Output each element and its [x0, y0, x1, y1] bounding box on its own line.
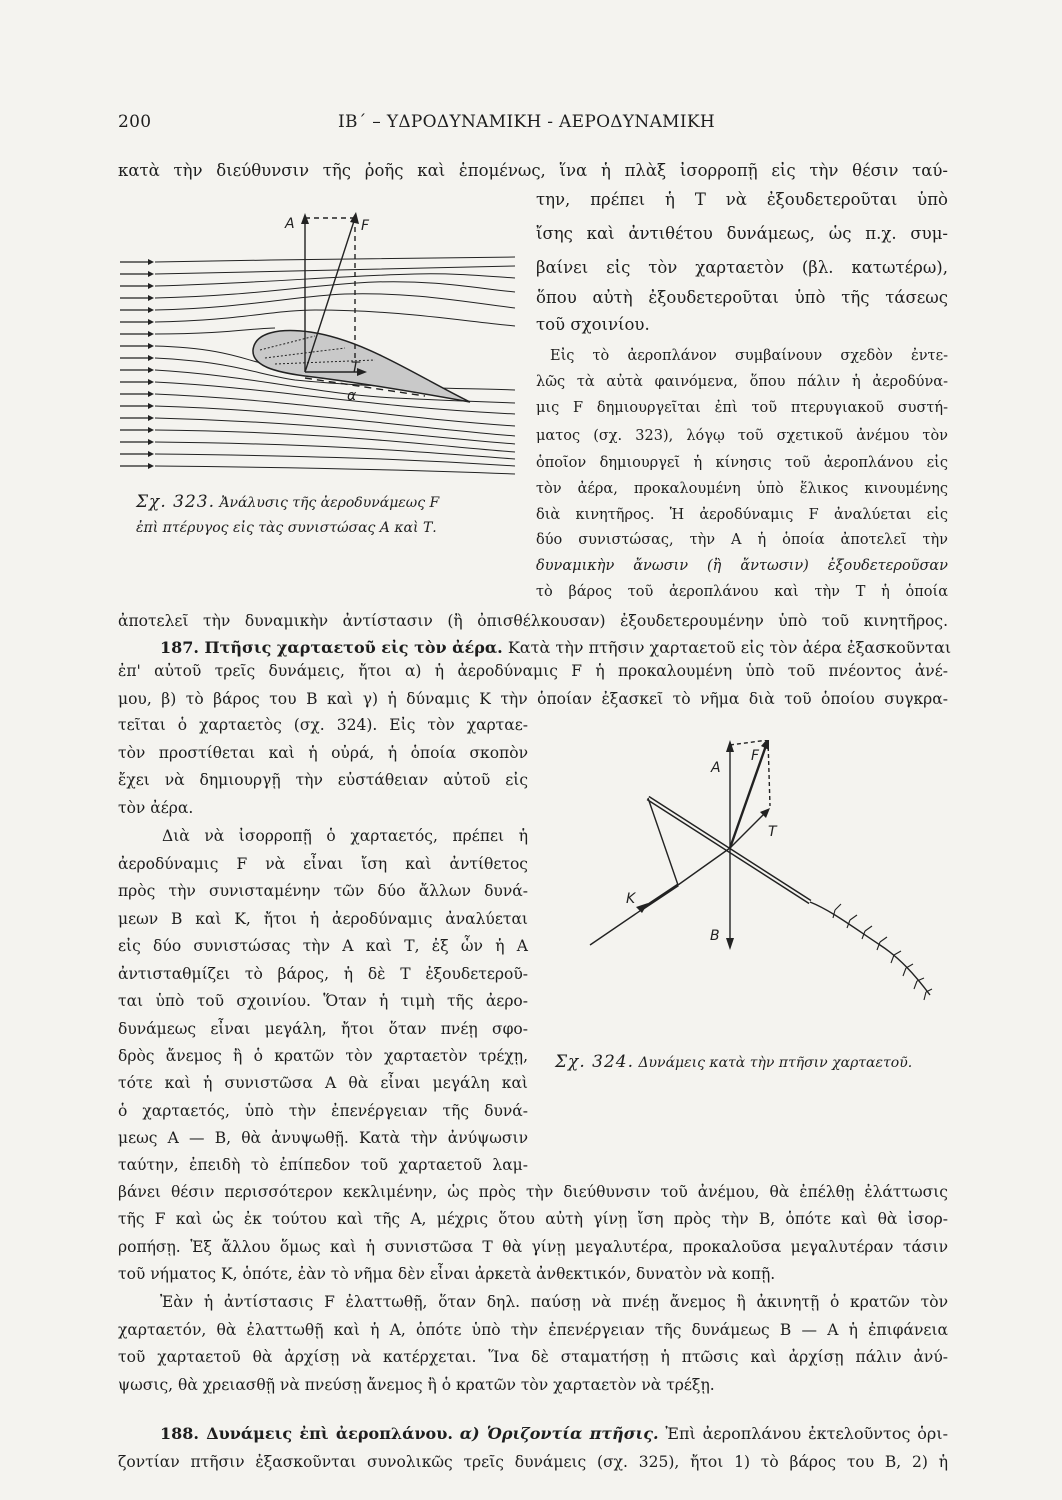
section-187-title: 187. Πτῆσις χαρταετοῦ εἰς τὸν ἀέρα.: [160, 638, 503, 657]
page-number: 200: [118, 112, 152, 132]
text-line: δυναμικὴν ἄνωσιν (ἢ ἄντωσιν) ἐξουδετεροῦσαν: [536, 558, 948, 574]
figure-323-caption: [136, 490, 516, 541]
caption-text: ἐπὶ πτέρυγος εἰς τὰς συνιστώσας Α καὶ Τ.: [136, 520, 437, 536]
text-line: βάνει θέσιν περισσότερον κεκλιμένην, ὡς πρὸς τὴν διεύθυνσιν τοῦ ἀνέμου, θὰ ἐπέλθῃ ἐλάττωσις: [118, 1183, 948, 1201]
text-line: ἀεροδύναμις F νὰ εἶναι ἴση καὶ ἀντίθετος: [118, 855, 528, 873]
section-188-title: 188. Δυνάμεις ἐπὶ ἀεροπλάνου.: [160, 1424, 453, 1443]
figure-324-caption: [555, 1050, 955, 1076]
text-line: πρὸς τὴν συνισταμένην τῶν δύο ἄλλων δυνά-: [118, 882, 528, 900]
text-line: ὁποῖον δημιουργεῖ ἡ κίνησις τοῦ ἀεροπλάνου εἰς: [536, 455, 948, 471]
section-188-subtitle: α) Ὁριζοντία πτῆσις.: [459, 1424, 659, 1443]
text-line: βαίνει εἰς τὸν χαρταετὸν (βλ. κατωτέρω),: [536, 258, 948, 277]
text-line: χαρταετόν, θὰ ἐλαττωθῇ καὶ ἡ Α, ὁπότε ὑπὸ τὴν ἐπενέργειαν τῆς δυνάμεως Β — Α ἡ ἐπιφάνεια: [118, 1321, 948, 1339]
chapter-title: ΙΒ΄ – ΥΔΡΟΔΥΝΑΜΙΚΗ - ΑΕΡΟΔΥΝΑΜΙΚΗ: [338, 112, 716, 132]
text-line: δυνάμεως εἶναι μεγάλη, ἤτοι ὅταν πνέῃ σφο-: [118, 1020, 528, 1038]
label-T: T: [351, 360, 360, 376]
text-line: τὸν ἀέρα, προκαλουμένη ὑπὸ ἕλικος κινουμένης: [536, 481, 948, 497]
airfoil-shape: [253, 331, 470, 402]
text-line: μεων Β καὶ Κ, ἤτοι ἡ ἀεροδύναμις ἀναλύεται: [118, 910, 528, 928]
text-line: Ἐὰν ἡ ἀντίστασις F ἐλαττωθῇ, ὅταν δηλ. παύσῃ νὰ πνέῃ ἄνεμος ἢ ἀκινητῇ ὁ κρατῶν τὸν: [160, 1293, 948, 1311]
text-line: ἔχει νὰ δημιουργῇ τὴν εὐστάθειαν αὐτοῦ εἰς: [118, 771, 528, 789]
text-line: τῆς F καὶ ὡς ἐκ τούτου καὶ τῆς Α, μέχρις ὅτου αὐτὴ γίνῃ ἴση πρὸς τὴν Β, ὁπότε καὶ θὰ ἰσορ-: [118, 1210, 948, 1228]
text-line: την, πρέπει ἡ Τ νὰ ἐξουδετεροῦται ὑπὸ: [536, 190, 948, 209]
label-A: A: [285, 216, 295, 232]
caption-number: Σχ. 323.: [136, 492, 215, 512]
text-line: τὸν ἀέρα.: [118, 799, 194, 817]
text: Κατὰ τὴν πτῆσιν χαρταετοῦ εἰς τὸν ἀέρα ἐξασκοῦνται: [507, 638, 952, 657]
text-line: ροπήσῃ. Ἐξ ἄλλου ὅμως καὶ ἡ συνιστῶσα Τ θὰ γίνῃ μεγαλυτέρα, προκαλοῦσα μεγαλυτέραν τάσιν: [118, 1238, 948, 1256]
text-line: Εἰς τὸ ἀεροπλάνον συμβαίνουν σχεδὸν ἐντε-: [550, 348, 948, 364]
text-line: τοῦ σχοινίου.: [536, 315, 650, 334]
label-K: K: [626, 891, 636, 907]
figure-324-kite: [570, 740, 960, 1040]
text-line: ματος (σχ. 323), λόγῳ τοῦ σχετικοῦ ἀνέμου τὸν: [536, 428, 948, 444]
text-line: ψωσις, θὰ χρειασθῇ νὰ πνεύσῃ ἄνεμος ἢ ὁ κρατῶν τὸν χαρταετὸν νὰ τρέξῃ.: [118, 1376, 715, 1394]
text-line: ἀντισταθμίζει τὸ βάρος, ἡ δὲ Τ ἐξουδετεροῦ-: [118, 965, 528, 983]
label-B: B: [710, 928, 720, 944]
text-line: μου, β) τὸ βάρος του Β καὶ γ) ἡ δύναμις Κ τὴν ὁποίαν ἐξασκεῖ τὸ νῆμα διὰ τοῦ ὁποίου συγκρα-: [118, 690, 948, 708]
text: Ἐπὶ ἀεροπλάνου ἐκτελοῦντος ὁρι-: [665, 1424, 949, 1443]
label-alpha: α: [347, 388, 357, 404]
text-line: εἰς δύο συνιστώσας τὴν Α καὶ Τ, ἐξ ὧν ἡ Α: [118, 937, 528, 955]
text-line: Διὰ νὰ ἰσορροπῇ ὁ χαρταετός, πρέπει ἡ: [162, 827, 528, 845]
text-line: λῶς τὰ αὐτὰ φαινόμενα, ὅπου πάλιν ἡ ἀεροδύνα-: [536, 374, 948, 390]
text-line: τότε καὶ ἡ συνιστῶσα Α θὰ εἶναι μεγάλη καὶ: [118, 1074, 528, 1092]
text-line: τοῦ νήματος Κ, ὁπότε, ἐὰν τὸ νῆμα δὲν εἶναι ἀρκετὰ ἀνθεκτικόν, δυνατὸν νὰ κοπῇ.: [118, 1265, 776, 1283]
text-line: δρὸς ἄνεμος ἢ ὁ κρατῶν τὸν χαρταετὸν τρέχῃ,: [118, 1047, 528, 1065]
text-line: δύο συνιστώσας, τὴν Α ἡ ὁποία ἀποτελεῖ τὴν: [536, 532, 948, 548]
section-188-first-line: [160, 1420, 948, 1448]
wind-arrows: [120, 262, 148, 466]
text-line: ὁ χαρταετός, ὑπὸ τὴν ἐπενέργειαν τῆς δυνά-: [118, 1102, 528, 1120]
text-line: ταύτην, ἐπειδὴ τὸ ἐπίπεδον τοῦ χαρταετοῦ λαμ-: [118, 1156, 528, 1174]
text-line: τοῦ χαρταετοῦ θὰ ἀρχίσῃ νὰ κατέρχεται. Ἵνα δὲ σταματήσῃ ἡ πτῶσις καὶ ἀρχίσῃ πάλιν ἀνύ-: [118, 1348, 948, 1366]
text-line: μις F δημιουργεῖται ἐπὶ τοῦ πτερυγιακοῦ συστή-: [536, 400, 948, 416]
label-F: F: [361, 218, 370, 234]
text-line: τὸν προστίθεται καὶ ἡ οὐρά, ἡ ὁποία σκοπὸν: [118, 744, 528, 762]
text-line: ται ὑπὸ τοῦ σχοινίου. Ὅταν ἡ τιμὴ τῆς ἀερο-: [118, 992, 528, 1010]
caption-text: Δυνάμεις κατὰ τὴν πτῆσιν χαρταετοῦ.: [638, 1055, 913, 1071]
text-line: ὅπου αὐτὴ ἐξουδετεροῦται ὑπὸ τῆς τάσεως: [536, 288, 948, 307]
kite-tail: [833, 904, 932, 1000]
text-line: κατὰ τὴν διεύθυνσιν τῆς ῥοῆς καὶ ἑπομένως, ἵνα ἡ πλὰξ ἰσορροπῇ εἰς τὴν θέσιν ταύ-: [118, 161, 948, 180]
text-line: τὸ βάρος τοῦ ἀεροπλάνου καὶ τὴν Τ ἡ ὁποία: [536, 584, 948, 600]
figure-323-airfoil: [115, 210, 535, 490]
label-F: F: [751, 748, 760, 764]
text-line: μεως Α — Β, θὰ ἀνυψωθῇ. Κατὰ τὴν ἀνύψωσιν: [118, 1129, 528, 1147]
label-T: T: [768, 824, 777, 840]
caption-text: Ἀνάλυσις τῆς ἀεροδυνάμεως F: [219, 495, 440, 511]
vector-F: [730, 740, 768, 848]
text-line: ζοντίαν πτῆσιν ἐξασκοῦνται συνολικῶς τρεῖς δυνάμεις (σχ. 325), ἤτοι 1) τὸ βάρος του Β, 2) ἡ: [118, 1453, 948, 1471]
label-A: A: [711, 760, 721, 776]
text-line: ἴσης καὶ ἀντιθέτου δυνάμεως, ὡς π.χ. συμ-: [536, 224, 948, 243]
text-line: ἀποτελεῖ τὴν δυναμικὴν ἀντίστασιν (ἢ ὀπισθέλκουσαν) ἐξουδετερουμένην ὑπὸ τοῦ κινητῆρος.: [118, 612, 948, 630]
text-line: τεῖται ὁ χαρταετὸς (σχ. 324). Εἰς τὸν χαρταε-: [118, 716, 528, 734]
text-line: διὰ κινητῆρος. Ἡ ἀεροδύναμις F ἀναλύεται εἰς: [536, 507, 948, 523]
caption-number: Σχ. 324.: [555, 1052, 634, 1072]
text-line: ἐπ' αὐτοῦ τρεῖς δυνάμεις, ἤτοι α) ἡ ἀεροδύναμις F ἡ προκαλουμένη ὑπὸ τοῦ πνέοντος ἀνέ-: [118, 662, 948, 680]
